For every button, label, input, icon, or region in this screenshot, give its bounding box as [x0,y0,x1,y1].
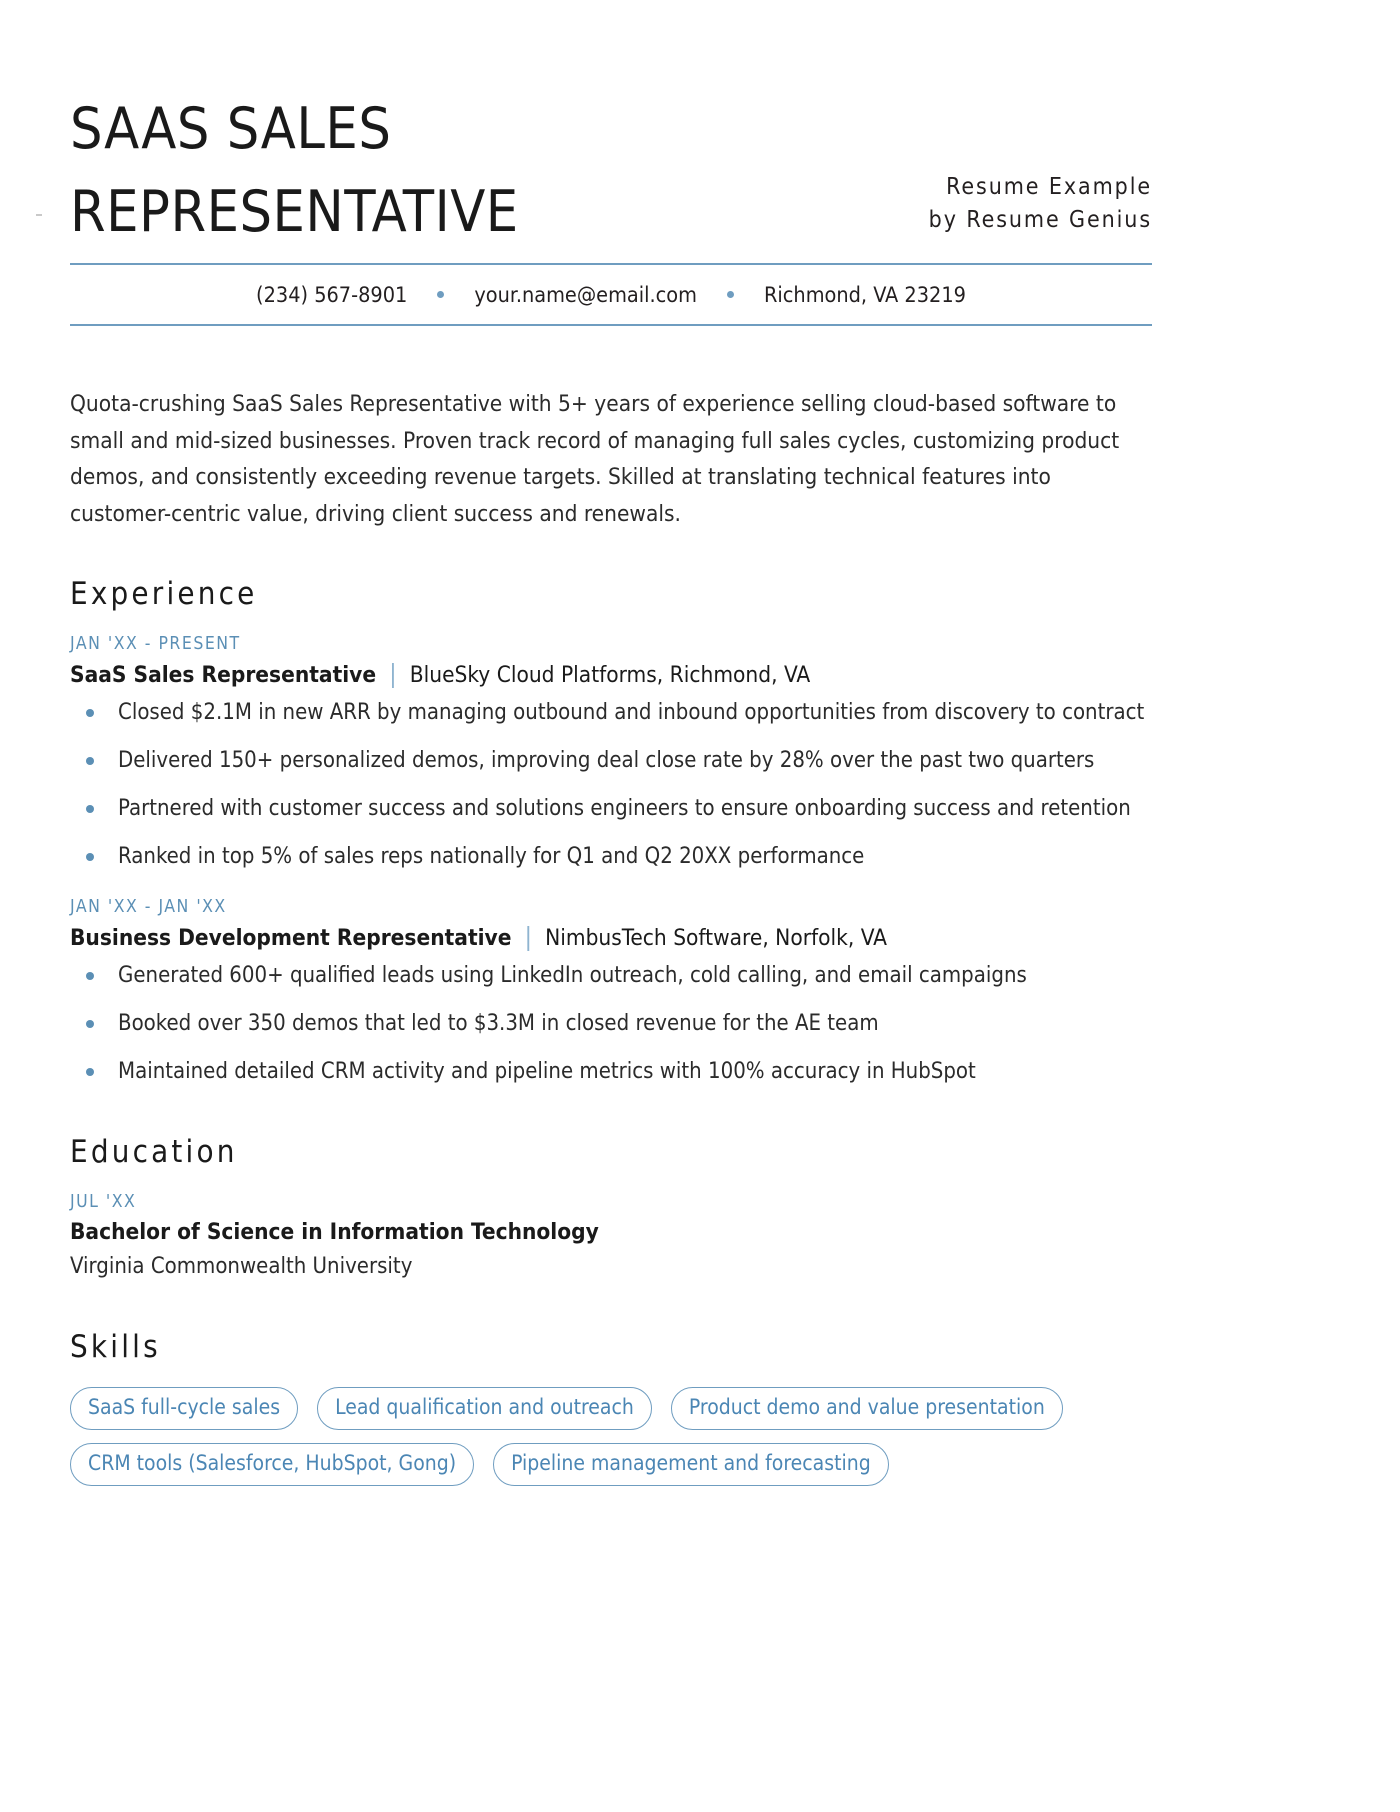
professional-summary: Quota-crushing SaaS Sales Representative with 5+ years of experience selling cloud-based software to small and mid-sized businesses. Proven track record of managing full sales cycles, customizing product demos, and consistently exceeding revenue targets. Skilled at translating technical features into customer-centric value, driving client success and renewals. [70,391,1120,527]
pipe-separator-icon: | [524,922,533,952]
candidate-name-block [70,88,519,253]
experience-bullet: Maintained detailed CRM activity and pipeline metrics with 100% accuracy in HubSpot [70,1055,1152,1088]
experience-job-title: SaaS Sales Representative [70,662,377,689]
candidate-name-line-2: REPRESENTATIVE [70,178,519,245]
experience-job-title: Business Development Representative [70,925,512,952]
contact-phone[interactable]: (234) 567-8901 [256,283,408,309]
header-divider-bottom [70,324,1152,326]
experience-employer: BlueSky Cloud Platforms, Richmond, VA [409,662,811,689]
skill-tag: SaaS full-cycle sales [70,1387,298,1430]
experience-section [70,576,1152,1088]
skills-heading: Skills [70,1329,161,1366]
experience-entry-date: JAN 'XX - JAN 'XX [70,897,227,918]
education-heading: Education [70,1134,238,1171]
experience-entry-headline [70,661,1152,688]
contact-email[interactable]: your.name@email.com [474,283,697,309]
experience-entry [70,634,1152,873]
resume-header [70,0,1152,259]
page-edge-mark [36,214,42,216]
skill-tag: Lead qualification and outreach [317,1387,652,1430]
skill-tag: CRM tools (Salesforce, HubSpot, Gong) [70,1443,474,1486]
skills-list [70,1387,1130,1486]
experience-bullet: Closed $2.1M in new ARR by managing outbound and inbound opportunities from discovery to contract [70,696,1152,729]
experience-bullet: Partnered with customer success and solutions engineers to ensure onboarding success and retention [70,792,1152,825]
skills-section [70,1329,1152,1486]
experience-bullet: Generated 600+ qualified leads using LinkedIn outreach, cold calling, and email campaigns [70,959,1152,992]
contact-location: Richmond, VA 23219 [763,283,966,309]
education-school: Virginia Commonwealth University [70,1254,413,1280]
experience-entry-date: JAN 'XX - PRESENT [70,634,241,655]
experience-entry [70,897,1152,1088]
education-entry [70,1192,1152,1279]
brand-line-1: Resume Example [946,173,1152,200]
brand-line-2: by Resume Genius [928,206,1152,233]
candidate-name-line-1: SAAS SALES [70,96,392,162]
dot-separator-icon [437,291,444,298]
experience-bullet-list [70,696,1152,873]
contact-row [70,265,1152,324]
experience-bullet: Ranked in top 5% of sales reps nationally for Q1 and Q2 20XX performance [70,840,1152,873]
brand-block [929,171,1152,254]
experience-heading: Experience [70,576,258,613]
education-entry-date: JUL 'XX [70,1192,137,1213]
dot-separator-icon [727,291,734,298]
experience-employer: NimbusTech Software, Norfolk, VA [545,925,887,952]
skill-tag: Product demo and value presentation [671,1387,1063,1430]
skill-tag: Pipeline management and forecasting [493,1443,889,1486]
education-section [70,1134,1152,1279]
education-degree: Bachelor of Science in Information Technology [70,1219,599,1246]
resume-content [70,0,1152,1486]
experience-entry-headline [70,924,1152,951]
experience-bullet-list [70,959,1152,1088]
pipe-separator-icon: | [389,659,397,689]
experience-bullet: Booked over 350 demos that led to $3.3M in closed revenue for the AE team [70,1007,1152,1040]
experience-bullet: Delivered 150+ personalized demos, improving deal close rate by 28% over the past two quarters [70,744,1152,777]
